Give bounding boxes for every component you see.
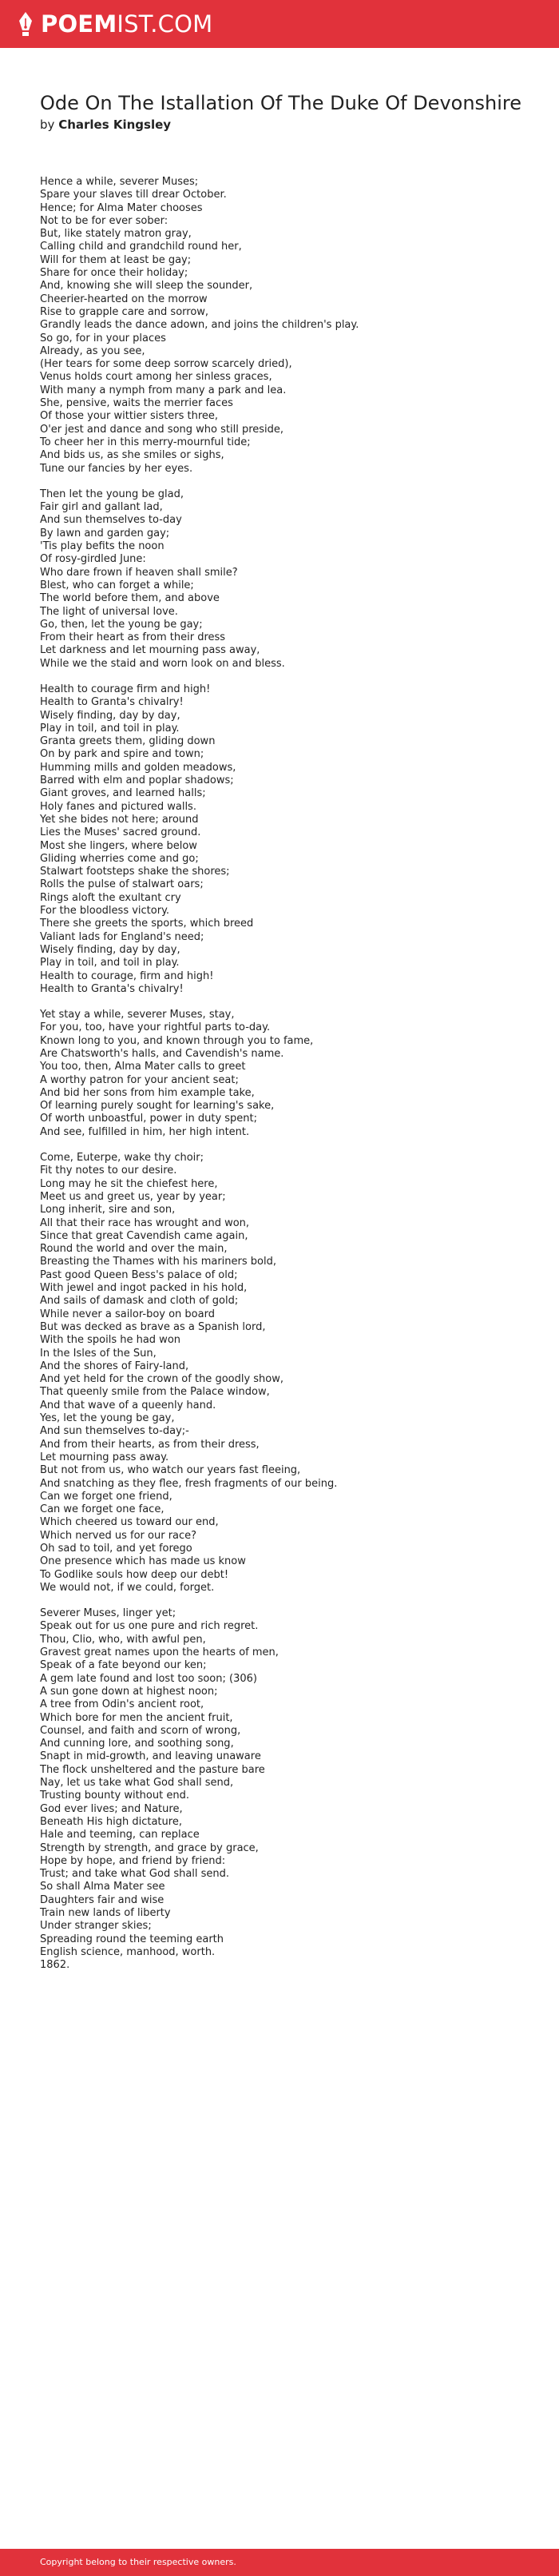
- poem-line: You too, then, Alma Mater calls to greet: [40, 1061, 246, 1073]
- poem-line: Trusting bounty without end.: [40, 1790, 189, 1802]
- poem-line: Of learning purely sought for learning's sake,: [40, 1100, 275, 1113]
- poem-line: A gem late found and lost too soon; (306): [40, 1672, 257, 1685]
- poem-line: Breasting the Thames with his mariners bold,: [40, 1256, 276, 1268]
- poem-line: Snapt in mid-growth, and leaving unaware: [40, 1750, 261, 1763]
- poem-line: Long may he sit the chiefest here,: [40, 1177, 218, 1190]
- poem-line: Stalwart footsteps shake the shores;: [40, 866, 230, 878]
- poem-line: So shall Alma Mater see: [40, 1881, 165, 1893]
- poem-line: So go, for in your places: [40, 332, 166, 344]
- poem-line: While we the staid and worn look on and bless.: [40, 657, 285, 670]
- poem-line: And bid her sons from him example take,: [40, 1086, 255, 1099]
- poem-line: To cheer her in this merry-mournful tide;: [40, 436, 251, 448]
- poem-line: Rings aloft the exultant cry: [40, 891, 181, 904]
- poem-line: Known long to you, and known through you to fame,: [40, 1034, 314, 1047]
- poem-line: Which nerved us for our race?: [40, 1529, 197, 1542]
- poem-line: Hope by hope, and friend by friend:: [40, 1854, 226, 1867]
- poem-line: O'er jest and dance and song who still preside,: [40, 423, 284, 436]
- poem-line: English science, manhood, worth.: [40, 1945, 216, 1958]
- poem-line: Since that great Cavendish came again,: [40, 1229, 248, 1242]
- poem-line: And from their hearts, as from their dress,: [40, 1438, 260, 1451]
- poem-line: Who dare frown if heaven shall smile?: [40, 566, 238, 579]
- poem-line: A tree from Odin's ancient root,: [40, 1698, 204, 1711]
- poem-line: Gravest great names upon the hearts of men,: [40, 1646, 279, 1659]
- poem-line: Train new lands of liberty: [40, 1907, 171, 1919]
- poem-line: Venus holds court among her sinless graces,: [40, 371, 272, 384]
- poem-line: For the bloodless victory.: [40, 905, 170, 918]
- poem-line: Are Chatsworth's halls, and Cavendish's name.: [40, 1048, 284, 1060]
- poem-line: Yes, let the young be gay,: [40, 1412, 175, 1425]
- poem-line: Giant groves, and learned halls;: [40, 787, 206, 800]
- poem-line: Past good Queen Bess's palace of old;: [40, 1268, 238, 1281]
- poem-line: And sun themselves to-day;-: [40, 1425, 189, 1438]
- footer-bar: [0, 2549, 559, 2576]
- stanza: [40, 1009, 527, 1139]
- poem-line: Fit thy notes to our desire.: [40, 1165, 177, 1177]
- poem-line: And that wave of a queenly hand.: [40, 1399, 216, 1411]
- poem-line: Which cheered us toward our end,: [40, 1516, 219, 1529]
- poem-line: All that their race has wrought and won,: [40, 1216, 250, 1229]
- poem-line: That queenly smile from the Palace window,: [40, 1386, 270, 1399]
- poem-line: Will for them at least be gay;: [40, 253, 192, 266]
- poem-line: And sails of damask and cloth of gold;: [40, 1295, 239, 1308]
- poem-line: Yet stay a while, severer Muses, stay,: [40, 1009, 235, 1021]
- poem-line: Rise to grapple care and sorrow,: [40, 305, 209, 318]
- poem-line: Most she lingers, where below: [40, 839, 197, 852]
- top-bar: [0, 0, 559, 48]
- poem-line: But not from us, who watch our years fast fleeing,: [40, 1464, 301, 1477]
- poem-line: Under stranger skies;: [40, 1920, 152, 1933]
- poem-line: God ever lives; and Nature,: [40, 1802, 183, 1815]
- poem-line: But, like stately matron gray,: [40, 228, 192, 241]
- poem-line: And see, fulfilled in him, her high intent.: [40, 1125, 250, 1138]
- poem-line: And yet held for the crown of the goodly show,: [40, 1373, 284, 1386]
- poem-line: Health to Granta's chivalry!: [40, 982, 184, 995]
- poem-line: Hale and teeming, can replace: [40, 1829, 200, 1841]
- poem-line: Wisely finding, day by day,: [40, 709, 180, 722]
- poem-line: 1862.: [40, 1959, 70, 1972]
- poem-line: (Her tears for some deep sorrow scarcely dried),: [40, 358, 292, 371]
- poem-line: Wisely finding, day by day,: [40, 943, 180, 956]
- poem-line: She, pensive, waits the merrier faces: [40, 397, 233, 410]
- poem-line: Holy fanes and pictured walls.: [40, 800, 196, 813]
- site-logo[interactable]: [18, 10, 212, 38]
- poem-line: Blest, who can forget a while;: [40, 579, 194, 591]
- poem-line: Valiant lads for England's need;: [40, 930, 204, 943]
- poem-line: Nay, let us take what God shall send,: [40, 1777, 234, 1790]
- poem-line: Speak out for us one pure and rich regret.: [40, 1620, 259, 1633]
- poem-line: Oh sad to toil, and yet forego: [40, 1542, 192, 1555]
- poem-line: With jewel and ingot packed in his hold,: [40, 1282, 248, 1295]
- poem-line: There she greets the sports, which breed: [40, 918, 254, 930]
- poem-line: Strength by strength, and grace by grace,: [40, 1841, 259, 1854]
- poem-line: Lies the Muses' sacred ground.: [40, 826, 201, 839]
- poem-line: Barred with elm and poplar shadows;: [40, 774, 234, 787]
- stanza: [40, 488, 527, 671]
- poem-line: Granta greets them, gliding down: [40, 735, 216, 748]
- poem-line: Fair girl and gallant lad,: [40, 501, 163, 514]
- poem-line: Trust; and take what God shall send.: [40, 1868, 230, 1881]
- poem-line: Cheerier-hearted on the morrow: [40, 293, 208, 305]
- poem-line: Spare your slaves till drear October.: [40, 189, 227, 201]
- poem-line: With the spoils he had won: [40, 1334, 181, 1347]
- poem-line: A sun gone down at highest noon;: [40, 1685, 218, 1698]
- stanza: [40, 1607, 527, 1972]
- poem-line: Tune our fancies by her eyes.: [40, 462, 193, 475]
- poem-line: Which bore for men the ancient fruit,: [40, 1711, 233, 1724]
- poem-line: Gliding wherries come and go;: [40, 852, 199, 865]
- poem-line: Health to courage, firm and high!: [40, 969, 214, 982]
- poem-line: Let darkness and let mourning pass away,: [40, 644, 260, 657]
- poem-line: Grandly leads the dance adown, and joins the children's play.: [40, 319, 359, 332]
- poem-line: And, knowing she will sleep the sounder,: [40, 280, 253, 293]
- poem-line: Can we forget one face,: [40, 1503, 165, 1516]
- poem-line: Hence; for Alma Mater chooses: [40, 201, 203, 214]
- poem-title: Ode On The Istallation Of The Duke Of Devonshire: [40, 92, 522, 114]
- poem-line: And bids us, as she smiles or sighs,: [40, 449, 224, 462]
- poem-line: Daughters fair and wise: [40, 1893, 165, 1906]
- poem-line: Long inherit, sire and son,: [40, 1204, 176, 1216]
- logo-wordmark: [41, 10, 212, 38]
- poem-line: For you, too, have your rightful parts to-day.: [40, 1021, 271, 1034]
- poem-line: Round the world and over the main,: [40, 1243, 228, 1256]
- poem-line: Beneath His high dictature,: [40, 1815, 182, 1828]
- logo-light-text: IST.COM: [117, 10, 213, 38]
- stanza: [40, 1152, 527, 1595]
- byline-prefix: by: [40, 117, 55, 132]
- poem-line: Then let the young be glad,: [40, 488, 184, 500]
- poem-line: The world before them, and above: [40, 592, 220, 605]
- poem-line: But was decked as brave as a Spanish lord,: [40, 1320, 266, 1333]
- poem-line: And sun themselves to-day: [40, 514, 182, 527]
- poem-line: And the shores of Fairy-land,: [40, 1360, 189, 1372]
- poem-line: Hence a while, severer Muses;: [40, 176, 199, 188]
- poem-line: Spreading round the teeming earth: [40, 1933, 224, 1945]
- poem-line: Rolls the pulse of stalwart oars;: [40, 878, 204, 891]
- poem-line: While never a sailor-boy on board: [40, 1308, 215, 1320]
- poem-line: Share for once their holiday;: [40, 267, 188, 280]
- poem-line: Yet she bides not here; around: [40, 813, 199, 826]
- poem-line: In the Isles of the Sun,: [40, 1347, 157, 1360]
- poem-line: Come, Euterpe, wake thy choir;: [40, 1152, 204, 1165]
- poem-line: Severer Muses, linger yet;: [40, 1607, 176, 1620]
- poem-line: By lawn and garden gay;: [40, 527, 170, 539]
- poem-line: Counsel, and faith and scorn of wrong,: [40, 1724, 241, 1737]
- poem-line: With many a nymph from many a park and lea.: [40, 384, 287, 396]
- poem-line: Of worth unboastful, power in duty spent;: [40, 1113, 258, 1125]
- poem-line: To Godlike souls how deep our debt!: [40, 1568, 229, 1581]
- logo-bold-text: POEM: [41, 10, 117, 38]
- poem-line: Play in toil, and toil in play.: [40, 722, 180, 735]
- fountain-pen-nib-icon: [18, 11, 34, 37]
- poem-line: Not to be for ever sober:: [40, 214, 168, 227]
- poem-line: Health to courage firm and high!: [40, 683, 211, 695]
- poem-line: From their heart as from their dress: [40, 631, 226, 644]
- poem-line: Of rosy-girdled June:: [40, 553, 146, 566]
- poem-line: And snatching as they flee, fresh fragments of our being.: [40, 1477, 338, 1490]
- poem-line: One presence which has made us know: [40, 1555, 246, 1568]
- author-link[interactable]: Charles Kingsley: [58, 117, 172, 132]
- stanza: [40, 176, 527, 476]
- poem-line: The flock unsheltered and the pasture bare: [40, 1763, 265, 1776]
- copyright-notice: Copyright belong to their respective owners.: [40, 2557, 236, 2567]
- poem-line: Let mourning pass away.: [40, 1451, 169, 1463]
- poem-line: We would not, if we could, forget.: [40, 1581, 215, 1594]
- poem-line: Go, then, let the young be gay;: [40, 618, 203, 631]
- poem-line: Already, as you see,: [40, 344, 145, 357]
- poem-line: Speak of a fate beyond our ken;: [40, 1659, 207, 1672]
- poem-line: Can we forget one friend,: [40, 1490, 172, 1503]
- poem-line: Meet us and greet us, year by year;: [40, 1190, 226, 1203]
- poem-line: Health to Granta's chivalry!: [40, 696, 184, 709]
- poem-line: And cunning lore, and soothing song,: [40, 1738, 234, 1750]
- byline: [40, 117, 171, 133]
- poem-line: Calling child and grandchild round her,: [40, 241, 242, 253]
- poem-body: [40, 176, 527, 1985]
- poem-line: Thou, Clio, who, with awful pen,: [40, 1633, 206, 1646]
- poem-line: Play in toil, and toil in play.: [40, 957, 180, 969]
- poem-line: A worthy patron for your ancient seat;: [40, 1073, 239, 1086]
- poem-line: The light of universal love.: [40, 605, 178, 618]
- poem-line: Humming mills and golden meadows,: [40, 761, 236, 774]
- poem-line: 'Tis play befits the noon: [40, 540, 165, 553]
- poem-line: On by park and spire and town;: [40, 748, 204, 761]
- stanza: [40, 683, 527, 996]
- poem-line: Of those your wittier sisters three,: [40, 410, 219, 423]
